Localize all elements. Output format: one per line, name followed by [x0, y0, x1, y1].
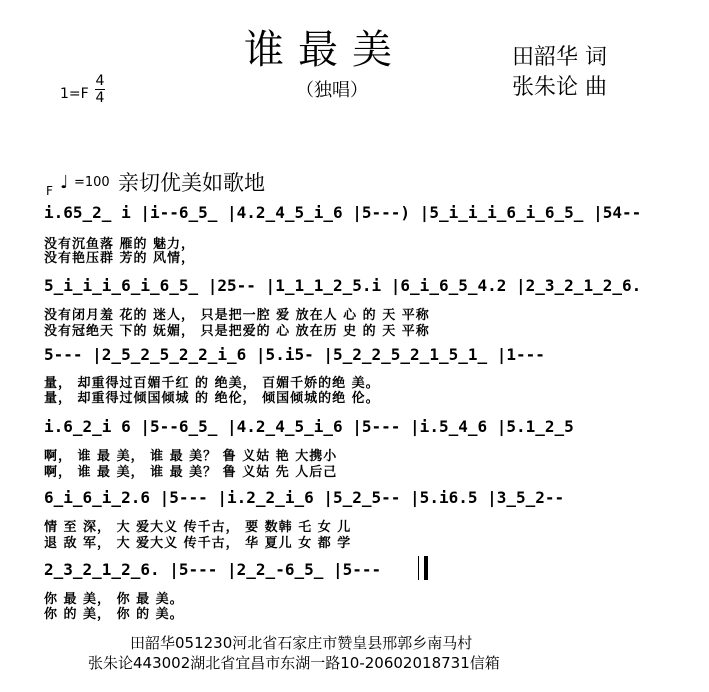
footer-address-1: 田韶华051230河北省石家庄市赞皇县邢郭乡南马村	[130, 634, 473, 652]
melody-line-6: 2̲3̲2̲1̲2̲6. |5--- |2̲2̲-6̲5̲ |5---	[44, 560, 382, 579]
time-signature-top: 4	[95, 73, 105, 89]
tempo-bpm: =100	[74, 175, 110, 190]
lyrics-line-5b: 退 敌 军， 大 爱大义 传千古， 华 夏儿 女 都 学	[44, 536, 352, 551]
song-title: 谁最美	[244, 27, 406, 73]
lyrics-line-3a: 量， 却重得过百媚千红 的 绝美， 百媚千娇的绝 美。	[44, 376, 380, 391]
lyrics-line-2b: 没有冠绝天 下的 妩媚， 只是把爱的 心 放在历 史 的 天 平称	[44, 324, 430, 339]
melody-line-3: 5--- |2̲5̲2̲5̲2̲2̲i̲6 |5.i5- |5̲2̲2̲5̲2̲1̲5̲1̲ |1---	[44, 345, 545, 364]
lyrics-line-4b: 啊， 谁 最 美， 谁 最 美？ 鲁 义姑 先 人后己	[44, 465, 338, 480]
time-signature-bottom: 4	[95, 90, 105, 106]
composer-credit: 张朱论 曲	[512, 75, 607, 100]
final-barline-thin	[418, 556, 419, 580]
key-signature: 1=F	[60, 86, 89, 102]
footer-address-2: 张朱论443002湖北省宜昌市东湖一路10-20602018731信箱	[88, 654, 500, 672]
melody-line-5: 6̲i̲6̲i̲2.6 |5--- |i.2̲2̲i̲6 |5̲2̲5-- |5.i6.5 |3̲5̲2--	[44, 488, 565, 507]
tempo-key-mark: F	[46, 184, 53, 198]
final-barline-thick	[424, 556, 428, 580]
lyrics-line-5a: 情 至 深， 大 爱大义 传千古， 要 数韩 乇 女 儿	[44, 520, 352, 535]
melody-line-1: i.65̲2̲ i |i--6̲5̲ |4.2̲4̲5̲i̲6 |5---) |5̲i̲i̲i̲6̲i̲6̲5̲ |54--	[44, 203, 642, 222]
lyrics-line-6a: 你 最 美， 你 最 美。	[44, 592, 184, 607]
lyrics-line-1a: 没有沉鱼落 雁的 魅力，	[44, 237, 196, 252]
lyrics-line-1b: 没有艳压群 芳的 风情，	[44, 251, 196, 266]
quarter-note-icon: ♩	[60, 172, 69, 193]
lyrics-line-6b: 你 的 美， 你 的 美。	[44, 607, 184, 622]
lyrics-line-2a: 没有闭月羞 花的 迷人， 只是把一腔 爱 放在人 心 的 天 平称	[44, 308, 430, 323]
lyrics-line-3b: 量， 却重得过倾国倾城 的 绝伦， 倾国倾城的绝 伦。	[44, 391, 380, 406]
song-subtitle: （独唱）	[296, 80, 368, 101]
lyricist-credit: 田韶华 词	[512, 45, 607, 70]
melody-line-4: i.6̲2̲i 6 |5--6̲5̲ |4.2̲4̲5̲i̲6 |5--- |i.5̲4̲6 |5.1̲2̲5	[44, 417, 574, 436]
lyrics-line-4a: 啊， 谁 最 美， 谁 最 美？ 鲁 义姑 艳 大携小	[44, 449, 338, 464]
melody-line-2: 5̲i̲i̲i̲6̲i̲6̲5̲ |25-- |1̲1̲1̲2̲5.i |6̲i̲6̲5̲4.2 |2̲3̲2̲1̲2̲6.	[44, 276, 642, 295]
expression-mark: 亲切优美如歌地	[118, 171, 265, 195]
time-signature	[95, 73, 105, 106]
